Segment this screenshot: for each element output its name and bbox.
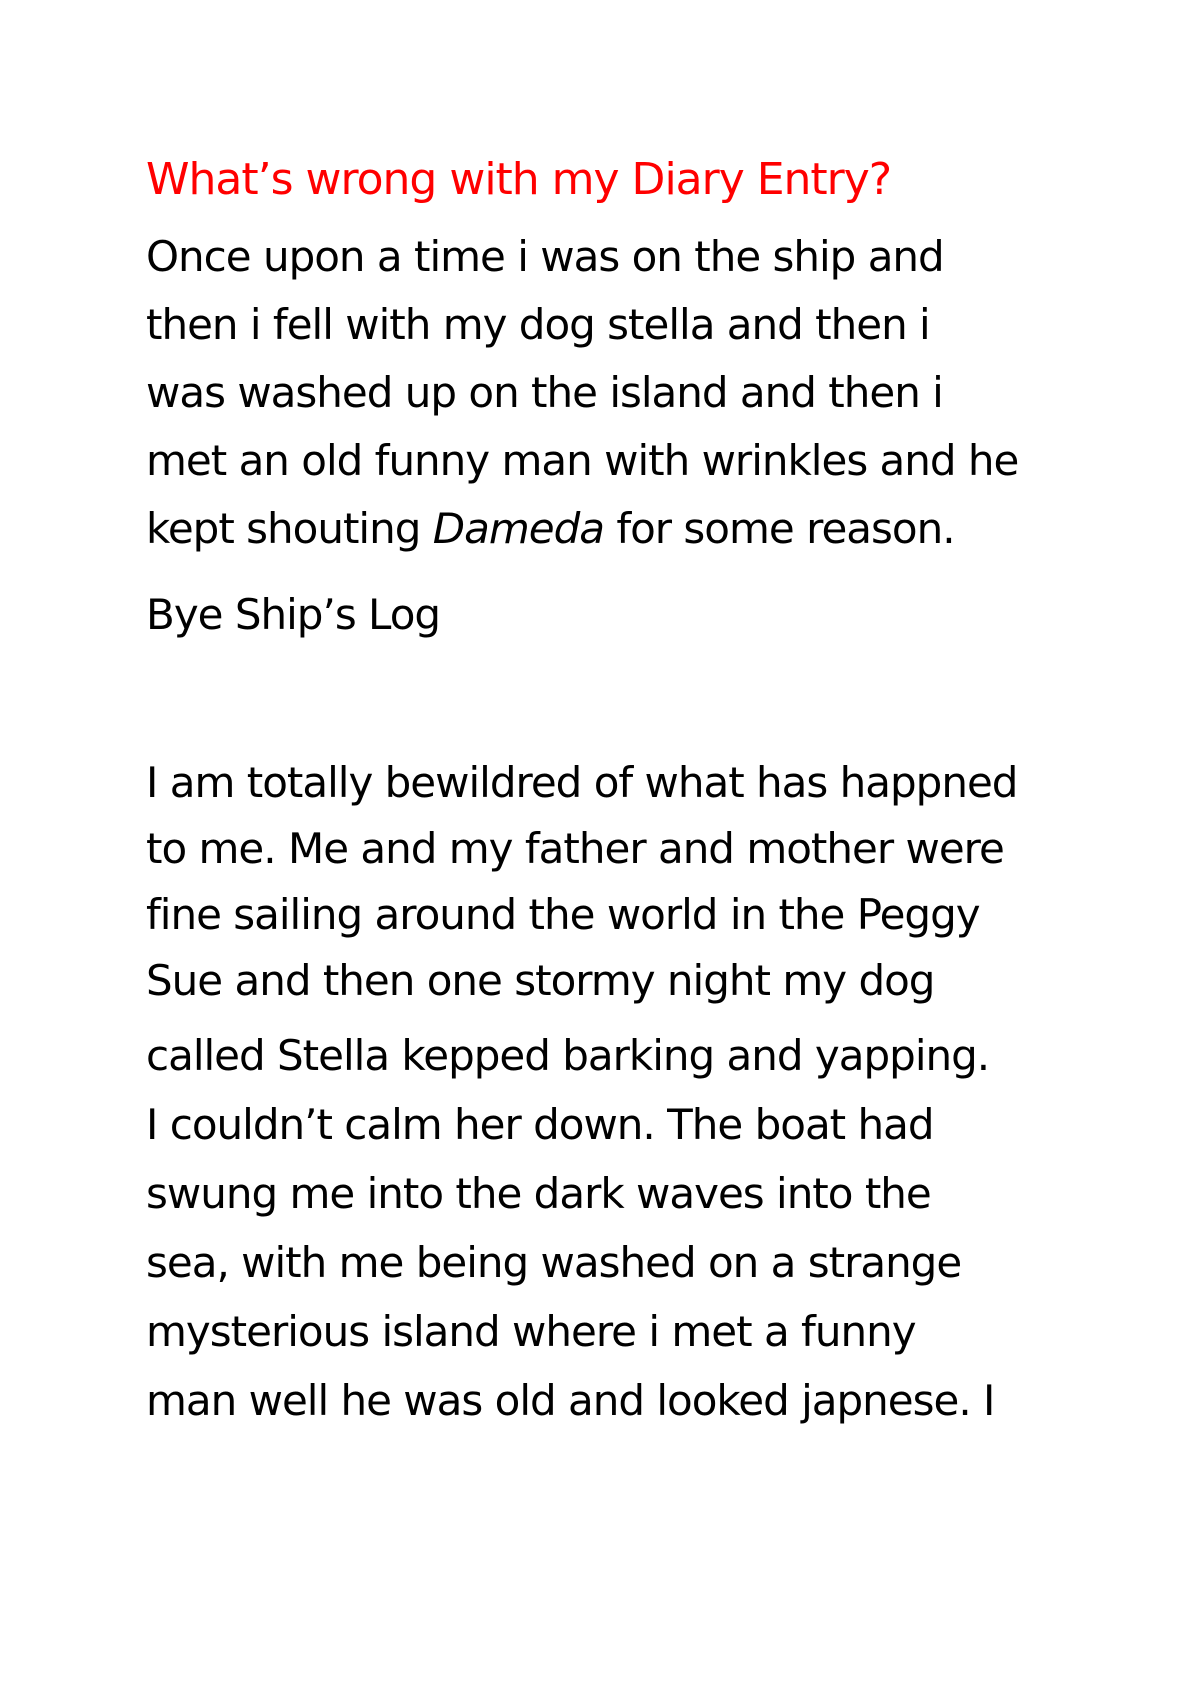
text-segment: for some reason. bbox=[603, 504, 955, 553]
text-line: Sue and then one stormy night my dog bbox=[146, 956, 935, 1005]
text-line: fine sailing around the world in the Peggy bbox=[146, 890, 980, 939]
signoff-line: Bye Ship’s Log bbox=[146, 590, 441, 639]
text-line: I am totally bewildred of what has happned bbox=[146, 758, 1018, 807]
text-line: met an old funny man with wrinkles and he bbox=[146, 436, 1019, 485]
text-line: mysterious island where i met a funny bbox=[146, 1307, 916, 1356]
text-line: then i fell with my dog stella and then i bbox=[146, 300, 930, 349]
text-line: to me. Me and my father and mother were bbox=[146, 824, 1004, 873]
text-line: I couldn’t calm her down. The boat had bbox=[146, 1100, 934, 1149]
text-line: man well he was old and looked japnese. I bbox=[146, 1376, 995, 1425]
text-segment: kept shouting bbox=[146, 504, 433, 553]
page-title: What’s wrong with my Diary Entry? bbox=[146, 154, 892, 205]
text-line: was washed up on the island and then i bbox=[146, 368, 943, 417]
text-line: swung me into the dark waves into the bbox=[146, 1169, 931, 1218]
diary-page bbox=[146, 0, 1106, 1696]
text-line bbox=[146, 501, 955, 557]
italic-word: Dameda bbox=[432, 504, 604, 553]
text-line: sea, with me being washed on a strange bbox=[146, 1238, 962, 1287]
text-line: called Stella kepped barking and yapping. bbox=[146, 1031, 990, 1080]
text-line: Once upon a time i was on the ship and bbox=[146, 232, 944, 281]
